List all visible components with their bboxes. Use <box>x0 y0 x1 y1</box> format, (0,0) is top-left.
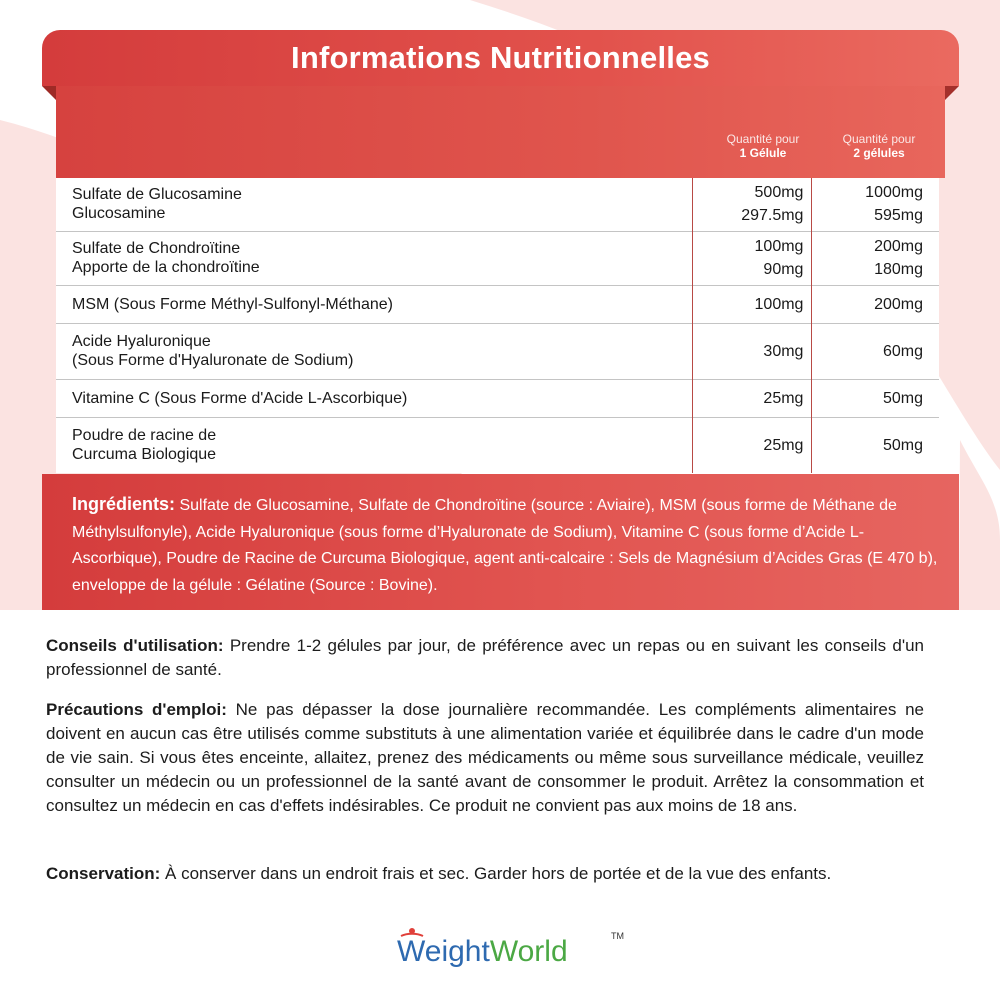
table-row <box>56 178 939 231</box>
title-banner <box>42 30 959 86</box>
precautions-label: Précautions d'emploi: <box>46 700 227 719</box>
amount-2-capsules: 200mg 180mg <box>812 231 939 285</box>
table-row <box>56 379 939 417</box>
usage-advice-label: Conseils d'utilisation: <box>46 636 224 655</box>
amount-1-capsule: 30mg <box>692 323 812 379</box>
amount-2-capsules: 1000mg 595mg <box>812 178 939 231</box>
amount-1-capsule: 25mg <box>692 417 812 473</box>
storage <box>46 862 924 886</box>
amount-1-capsule: 500mg 297.5mg <box>692 178 812 231</box>
amount-2-capsules: 60mg <box>812 323 939 379</box>
ribbon-fold-right <box>945 86 959 100</box>
nutrient-name: Sulfate de Chondroïtine Apporte de la chondroïtine <box>72 240 260 276</box>
logo-world: World <box>489 935 568 968</box>
column-header-1-capsule: Quantité pour 1 Gélule <box>726 132 800 160</box>
nutrient-name: MSM (Sous Forme Méthyl-Sulfonyl-Méthane) <box>72 295 393 313</box>
column-header-2-capsules: Quantité pour 2 gélules <box>842 132 916 160</box>
nutrient-name: Sulfate de Glucosamine Glucosamine <box>72 186 242 223</box>
nutrient-name: Acide Hyaluronique (Sous Forme d'Hyaluronate de Sodium) <box>72 333 354 369</box>
amount-1-capsule: 100mg <box>692 285 812 323</box>
table-row <box>56 323 939 379</box>
ingredients-label: Ingrédients: <box>72 494 176 514</box>
usage-advice-text: Prendre 1-2 gélules par jour, de préférence avec un repas ou en suivant les conseils d'un professionnel de santé. <box>46 636 924 679</box>
table-row <box>56 231 939 285</box>
storage-label: Conservation: <box>46 864 161 883</box>
storage-text: À conserver dans un endroit frais et sec. Garder hors de portée et de la vue des enfants. <box>165 864 832 883</box>
table-row <box>56 417 939 473</box>
weightworld-logo <box>395 925 635 975</box>
usage-advice <box>46 634 924 682</box>
precautions-text: Ne pas dépasser la dose journalière recommandée. Les compléments alimentaires ne doivent en aucun cas être utilisés comme substituts à une alimentation variée et équilibrée dans le cadre d'un mode de vie sain. Si vous êtes enceinte, allaitez, prenez des médicaments ou même sous surveillance médicale, veuillez consulter un médecin ou un professionnel de la santé avant de consommer le produit. Arrêtez la consommation et consultez un médecin en cas d'effets indésirables. Ce produit ne convient pas aux moins de 18 ans. <box>46 700 924 815</box>
nutrient-name: Poudre de racine de Curcuma Biologique <box>72 427 217 464</box>
amount-1-capsule: 100mg 90mg <box>692 231 812 285</box>
ingredients-panel <box>42 474 959 610</box>
amount-1-capsule: 25mg <box>692 379 812 417</box>
nutrient-name: Vitamine C (Sous Forme d'Acide L-Ascorbique) <box>72 389 408 407</box>
logo-tm: TM <box>611 931 624 941</box>
amount-2-capsules: 200mg <box>812 285 939 323</box>
table-header <box>56 86 945 178</box>
amount-2-capsules: 50mg <box>812 417 939 473</box>
amount-2-capsules: 50mg <box>812 379 939 417</box>
precautions <box>46 698 924 818</box>
table-row <box>56 285 939 323</box>
logo-weight: Weight <box>397 935 490 968</box>
page-title: Informations Nutritionnelles <box>291 40 710 75</box>
nutrition-table <box>56 178 939 473</box>
ingredients-text: Sulfate de Glucosamine, Sulfate de Chondroïtine (source : Aviaire), MSM (sous forme de Méthane de Méthylsulfonyle), Acide Hyaluronique (sous forme d’Hyaluronate de Sodium), Vitamine C (sous forme d’Acide L-Ascorbique), Poudre de Racine de Curcuma Biologique, agent anti-calcaire : Sels de Magnésium d’Acides Gras (E 470 b), enveloppe de la gélule : Gélatine (Source : Bovine). <box>72 497 938 594</box>
ribbon-fold-left <box>42 86 56 100</box>
